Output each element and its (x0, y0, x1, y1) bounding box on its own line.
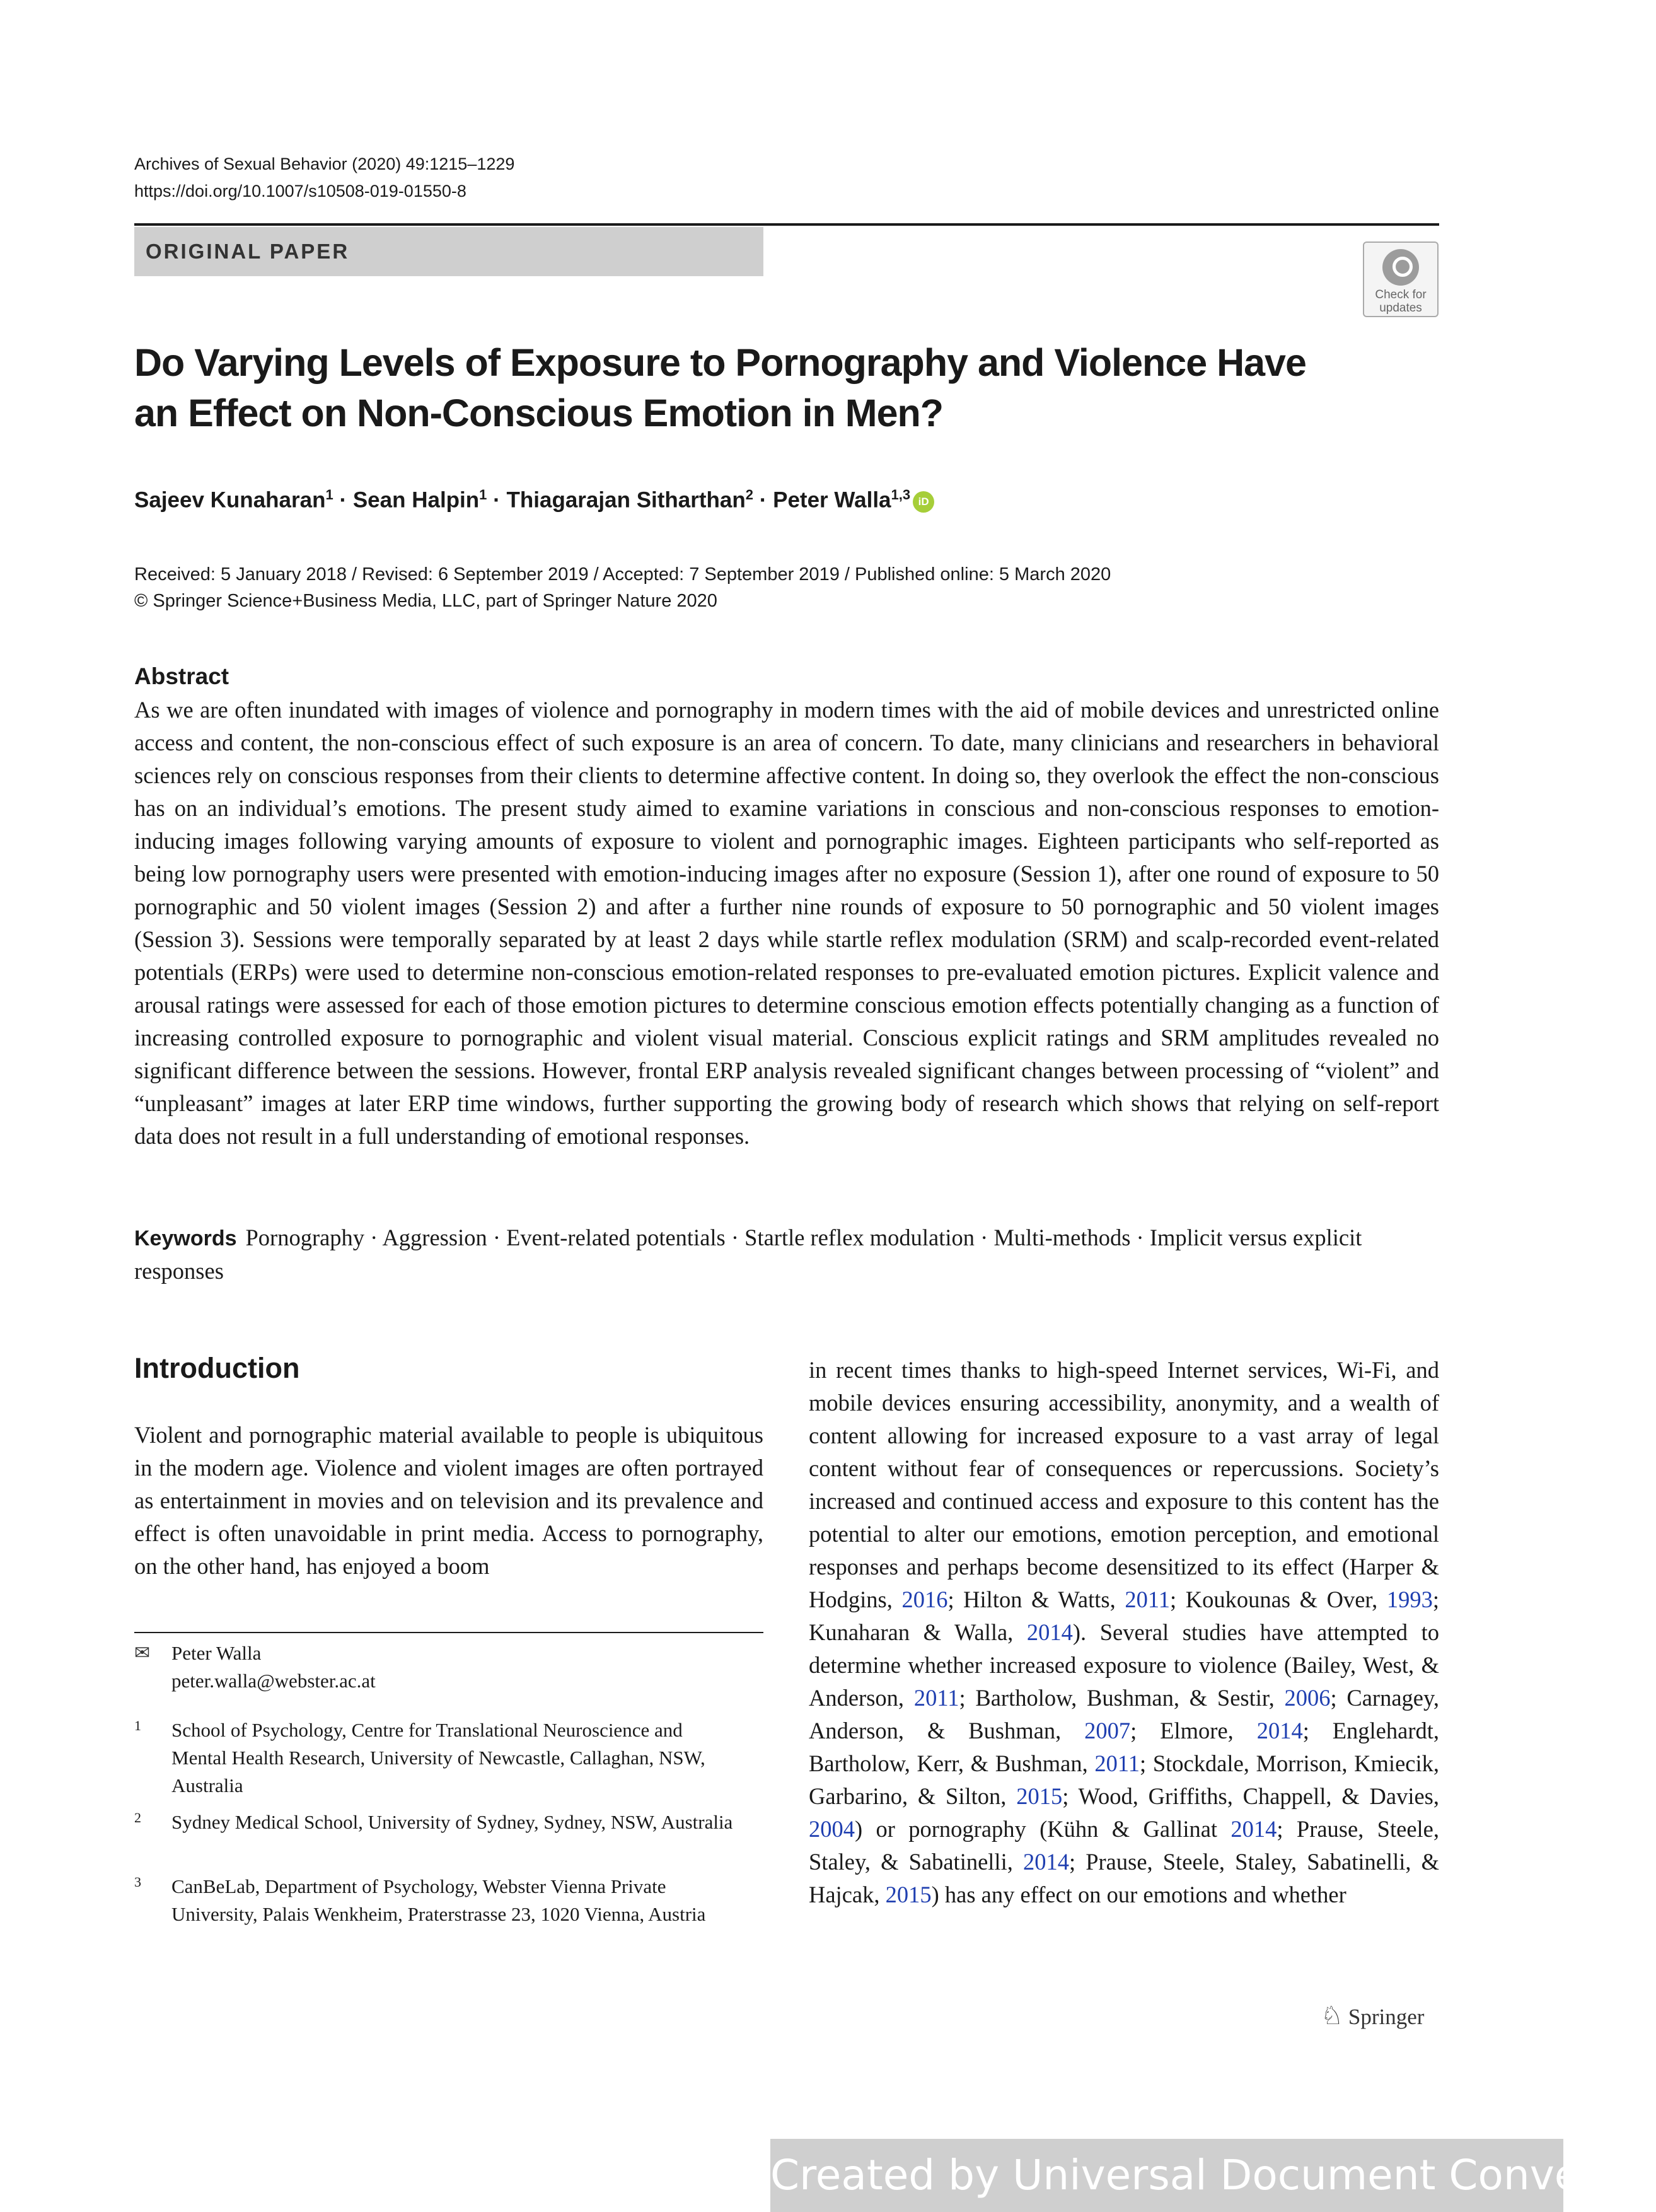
author-name: Sajeev Kunaharan (134, 487, 326, 513)
introduction-right-column (809, 1354, 1439, 1911)
citation-link[interactable]: 2011 (913, 1685, 959, 1711)
citation-link[interactable]: 2014 (1230, 1816, 1277, 1842)
author-affiliation-mark: 2 (745, 487, 754, 503)
author-list: Sajeev Kunaharan$^1$ · Sean Halpin$^1$ · Thiagarajan Sitharthan$^2$ · Peter Walla$^{1,3}$ iD (134, 479, 934, 516)
paper-title: Do Varying Levels of Exposure to Pornography and Violence Have an Effect on Non-Conscious Emotion in Men? (134, 341, 1306, 434)
author-name: Sean Halpin (352, 487, 480, 513)
journal-citation: Archives of Sexual Behavior (2020) 49:1215–1229 (134, 154, 515, 173)
keywords-label: Keywords (134, 1226, 237, 1250)
author-name: Thiagarajan Sitharthan (506, 487, 746, 513)
copyright-notice: © Springer Science+Business Media, LLC, part of Springer Nature 2020 (134, 591, 717, 611)
citation-link[interactable]: 2006 (1284, 1685, 1331, 1711)
introduction-left-column: Violent and pornographic material available to people is ubiquitous in the modern age. Violence and violent images are often portrayed as entertainment in movies and on television and its prevalence and effect is often unavoidable in print media. Access to pornography, on the other hand, has enjoyed a boom (134, 1422, 763, 1579)
abstract-heading: Abstract (134, 663, 229, 689)
check-for-updates-icon (1382, 249, 1419, 286)
affiliation-text: CanBeLab, Department of Psychology, Webster Vienna Private University, Palais Wenkheim, Praterstrasse 23, 1020 Vienna, Austria (171, 1875, 706, 1925)
introduction-text: ; Stockdale, Morrison, Kmiecik, Garbarino, & Silton, (809, 1750, 1439, 1809)
affiliation-text: School of Psychology, Centre for Translational Neuroscience and Mental Health Research, University of Newcastle, Callaghan, NSW, Australia (171, 1719, 705, 1796)
introduction-text: ; Hilton & Watts, (947, 1586, 1125, 1612)
author-affiliation-mark: 1 (325, 487, 333, 503)
introduction-text: ; Koukounas & Over, (1170, 1586, 1387, 1612)
corresponding-author-name: Peter Walla (171, 1642, 262, 1664)
header-rule (134, 223, 1439, 226)
introduction-text: ; Carnagey, Anderson, & Bushman, (809, 1685, 1439, 1743)
citation-link[interactable]: 2014 (1022, 1849, 1069, 1875)
citation-link[interactable]: 2015 (1016, 1783, 1063, 1809)
citation-link[interactable]: 2015 (885, 1882, 932, 1907)
citation-link[interactable]: 2011 (1125, 1586, 1170, 1612)
corresponding-author-email[interactable]: peter.walla@webster.ac.at (171, 1670, 376, 1692)
author-name: Peter Walla (773, 487, 891, 513)
keywords-list: Pornography · Aggression · Event-related potentials · Startle reflex modulation · Multi-methods · Implicit versus explicit responses (134, 1225, 1362, 1284)
introduction-text: ; Wood, Griffiths, Chappell, & Davies, (1062, 1783, 1439, 1809)
converter-watermark: Created by Universal Document Converter (770, 2139, 1563, 2212)
introduction-text: ) or pornography (Kühn & Gallinat (855, 1816, 1231, 1842)
introduction-text: ; Kunaharan & Walla, (809, 1586, 1439, 1645)
springer-horse-icon: ♘ (1321, 2001, 1343, 2030)
introduction-text: ; Prause, Steele, Staley, Sabatinelli, & Hajcak, (809, 1849, 1440, 1907)
introduction-heading: Introduction (134, 1352, 300, 1384)
affiliation-number: 3 (134, 1874, 141, 1890)
author-affiliation-mark: 1 (479, 487, 487, 503)
citation-link[interactable]: 2011 (1094, 1750, 1140, 1776)
orcid-icon[interactable]: iD (913, 491, 934, 513)
publisher-logo (1321, 2000, 1424, 2033)
check-for-updates-badge[interactable] (1363, 242, 1439, 317)
doi-link[interactable]: https://doi.org/10.1007/s10508-019-01550-8 (134, 182, 466, 201)
paper-type-banner (134, 227, 763, 276)
introduction-text: ; Bartholow, Bushman, & Sestir, (959, 1685, 1285, 1711)
introduction-text: ). Several studies have attempted to determine whether increased exposure to violence (Bailey, West, & Anderson, (809, 1619, 1440, 1711)
citation-link[interactable]: 2004 (809, 1816, 855, 1842)
check-badge-line-1: Check for (1375, 288, 1427, 301)
affiliation-number: 2 (134, 1810, 141, 1825)
author-affiliation-mark: 1,3 (891, 487, 911, 503)
citation-link[interactable]: 2016 (901, 1586, 948, 1612)
citation-link[interactable]: 2014 (1256, 1718, 1303, 1743)
introduction-text: in recent times thanks to high-speed Internet services, Wi-Fi, and mobile devices ensuring accessibility, anonymity, and a wealth of content allowing for increased exposure to a vast array of legal content without fear of consequences or repercussions. Society’s increased and continued access and exposure to this content has the potential to alter our emotions, emotion perception, and emotional responses and perhaps become desensitized to its effect (Harper & Hodgins, (809, 1357, 1439, 1612)
introduction-text: ; Prause, Steele, Staley, & Sabatinelli, (809, 1816, 1439, 1875)
keywords-block (134, 1221, 1439, 1288)
footnote-rule (134, 1632, 763, 1633)
envelope-icon: ✉ (134, 1643, 151, 1663)
affiliation-text: Sydney Medical School, University of Sydney, Sydney, NSW, Australia (171, 1811, 733, 1833)
citation-link[interactable]: 2007 (1084, 1718, 1131, 1743)
publisher-name: Springer (1348, 2005, 1425, 2029)
corresponding-author (171, 1639, 739, 1695)
publication-dates: Received: 5 January 2018 / Revised: 6 September 2019 / Accepted: 7 September 2019 / Published online: 5 March 2020 (134, 564, 1111, 585)
introduction-text: ; Elmore, (1130, 1718, 1257, 1743)
citation-link[interactable]: 1993 (1386, 1586, 1433, 1612)
paper-type-label: ORIGINAL PAPER (146, 240, 350, 263)
check-badge-line-2: updates (1379, 301, 1422, 315)
affiliation-number: 1 (134, 1718, 141, 1733)
introduction-text: ) has any effect on our emotions and whether (931, 1882, 1346, 1907)
introduction-text: ; Englehardt, Bartholow, Kerr, & Bushman, (809, 1718, 1439, 1776)
abstract-body: As we are often inundated with images of violence and pornography in modern times with the aid of mobile devices and unrestricted online access and content, the non-conscious effect of such exposure is an area of concern. To date, many clinicians and researchers in behavioral sciences rely on conscious responses from their clients to determine affective content. In doing so, they overlook the effect the non-conscious has on an individual’s emotions. The present study aimed to examine variations in conscious and non-conscious responses to emotion-inducing images following varying amounts of exposure to violent and pornographic images. Eighteen participants who self-reported as being low pornography users were presented with emotion-inducing images after no exposure (Session 1), after one round of exposure to 50 pornographic and 50 violent images (Session 2) and after a further nine rounds of exposure to 50 pornographic and 50 violent images (Session 3). Sessions were temporally separated by at least 2 days while startle reflex modulation (SRM) and scalp-recorded event-related potentials (ERPs) were used to determine non-conscious emotion-related responses to pre-evaluated emotion pictures. Explicit valence and arousal ratings were assessed for each of those emotion pictures to determine conscious emotion effects potentially changing as a function of increasing controlled exposure to pornographic and violent visual material. Conscious explicit ratings and SRM amplitudes revealed no significant difference between the sessions. However, frontal ERP analysis revealed significant changes between processing of “violent” and “unpleasant” images at later ERP time windows, further supporting the growing body of research which shows that relying on self-report data does not result in a full understanding of emotional responses. (134, 697, 1439, 1149)
citation-link[interactable]: 2014 (1026, 1619, 1073, 1645)
